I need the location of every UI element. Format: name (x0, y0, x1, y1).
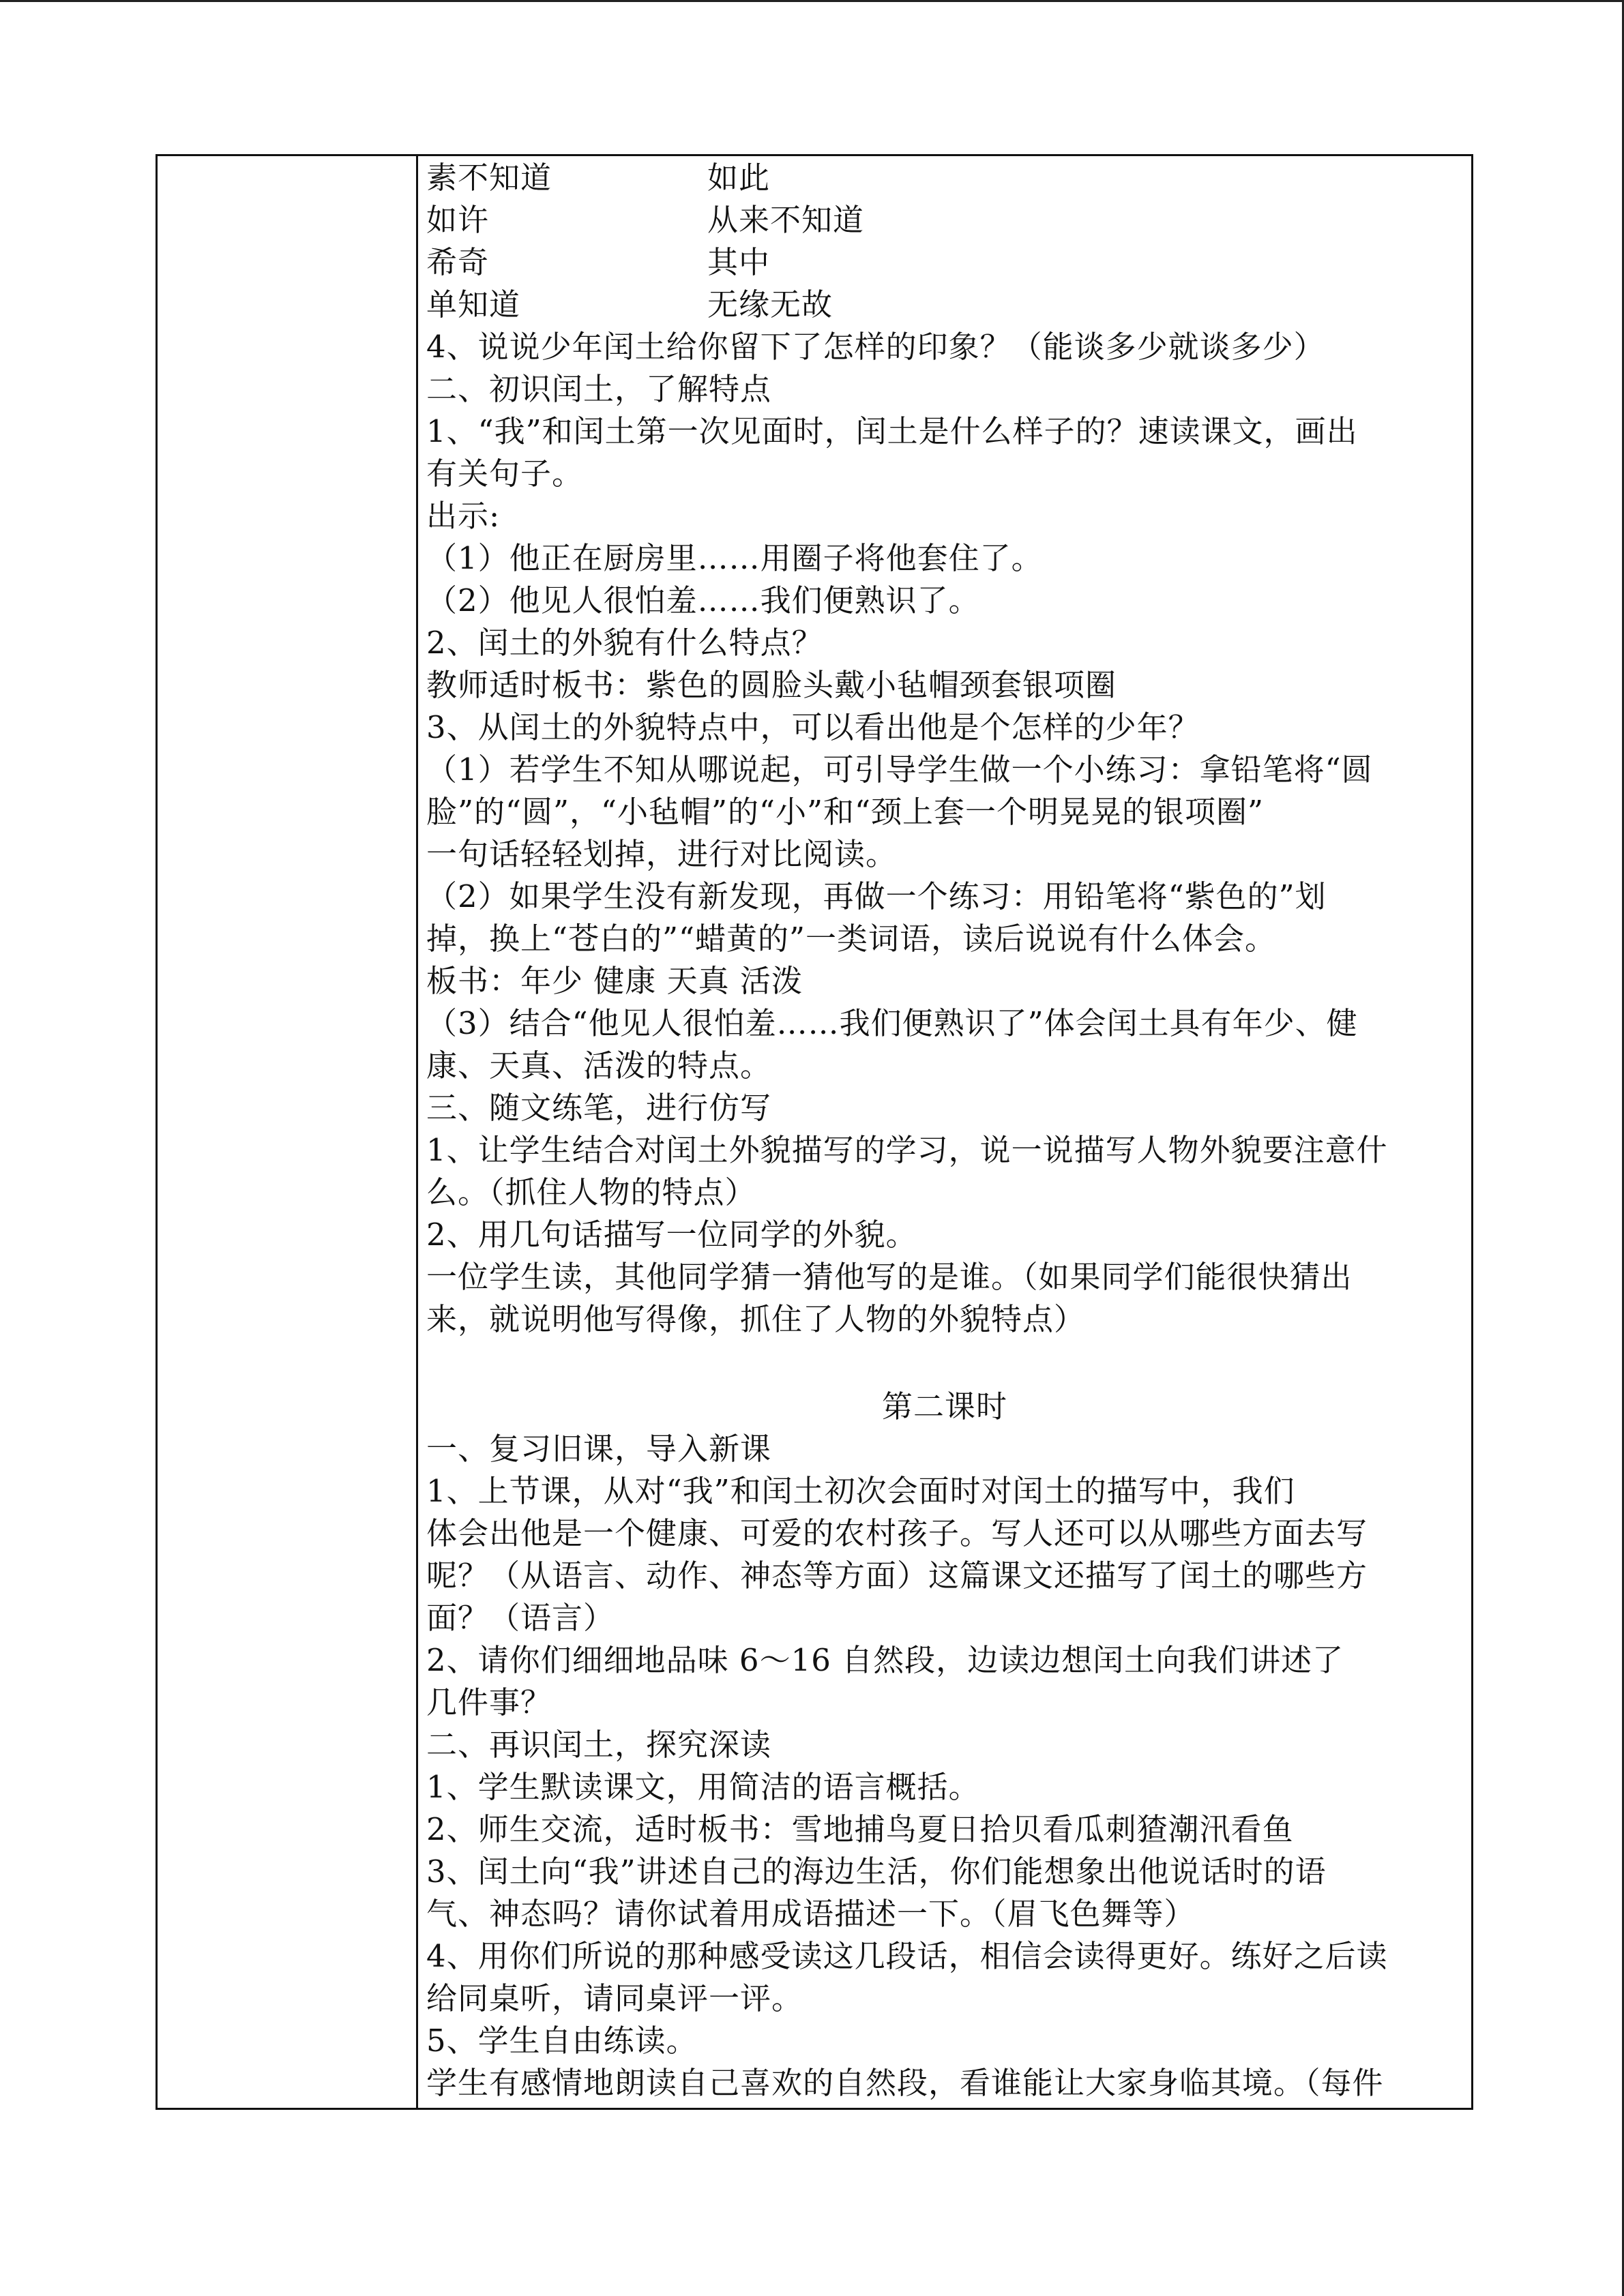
text-line: 一句话轻轻划掉，进行对比阅读。 (426, 836, 898, 872)
text-line: （1）若学生不知从哪说起，可引导学生做一个小练习：拿铅笔将“圆 (426, 751, 1373, 788)
text-line: （3）结合“他见人很怕羞……我们便熟识了”体会闰土具有年少、健 (426, 1005, 1358, 1041)
text-line: 康、天真、活泼的特点。 (426, 1047, 772, 1084)
text-line: 学生有感情地朗读自己喜欢的自然段，看谁能让大家身临其境。（每件 (426, 2065, 1384, 2101)
text-line: 5、学生自由练读。 (426, 2023, 698, 2059)
word-right: 从来不知道 (707, 202, 865, 238)
section-heading: 二、初识闰土，了解特点 (426, 371, 772, 407)
text-line: 1、“我”和闰土第一次见面时，闰土是什么样子的？速读课文，画出 (426, 413, 1358, 449)
section-heading: 三、随文练笔，进行仿写 (426, 1090, 772, 1126)
lesson-period-title: 第二课时 (881, 1388, 1007, 1425)
word-pair-row (426, 244, 771, 280)
lesson-plan-table (156, 154, 1473, 2110)
text-line: 3、从闰土的外貌特点中，可以看出他是个怎样的少年？ (426, 709, 1200, 745)
text-line: （2）他见人很怕羞……我们便熟识了。 (426, 582, 980, 618)
text-line: 有关句子。 (426, 456, 584, 492)
text-line: 4、说说少年闰土给你留下了怎样的印象？（能谈多少就谈多少） (426, 329, 1325, 365)
lesson-content-cell (426, 156, 1463, 2108)
text-line: （1）他正在厨房里……用圈子将他套住了。 (426, 540, 1043, 576)
word-right: 其中 (707, 244, 771, 280)
text-line: 给同桌听，请同桌评一评。 (426, 1980, 803, 2016)
text-line: （2）如果学生没有新发现，再做一个练习：用铅笔将“紫色的”划 (426, 878, 1327, 914)
word-left: 素不知道 (426, 160, 552, 196)
word-left: 希奇 (426, 244, 490, 280)
text-line: 掉，换上“苍白的”“蜡黄的”一类词语，读后说说有什么体会。 (426, 921, 1277, 957)
word-pair-row (426, 160, 771, 196)
text-line: 2、用几句话描写一位同学的外貌。 (426, 1217, 917, 1253)
text-line: 体会出他是一个健康、可爱的农村孩子。写人还可以从哪些方面去写 (426, 1515, 1368, 1551)
text-line: 来，就说明他写得像，抓住了人物的外貌特点） (426, 1301, 1086, 1337)
text-line: 么。（抓住人物的特点） (426, 1174, 756, 1210)
section-heading: 二、再识闰土，探究深读 (426, 1727, 772, 1763)
word-left: 单知道 (426, 286, 521, 323)
left-empty-cell (158, 156, 416, 2108)
text-line: 2、师生交流，适时板书：雪地捕鸟夏日拾贝看瓜刺猹潮汛看鱼 (426, 1811, 1294, 1847)
text-line: 1、学生默读课文，用简洁的语言概括。 (426, 1769, 980, 1805)
text-line: 呢？（从语言、动作、神态等方面）这篇课文还描写了闰土的哪些方 (426, 1557, 1368, 1594)
word-right: 如此 (707, 160, 771, 196)
word-pair-row (426, 202, 865, 238)
text-line: 面？（语言） (426, 1600, 615, 1636)
text-line: 1、上节课，从对“我”和闰土初次会面时对闰土的描写中，我们 (426, 1473, 1295, 1509)
column-divider (416, 156, 418, 2108)
text-line: 2、请你们细细地品味 6～16 自然段，边读边想闰土向我们讲述了 (426, 1642, 1344, 1678)
word-left: 如许 (426, 202, 490, 238)
word-pair-row (426, 286, 833, 323)
word-right: 无缘无故 (707, 286, 833, 323)
text-line: 气、神态吗？请你试着用成语描述一下。（眉飞色舞等） (426, 1896, 1196, 1932)
text-line: 1、让学生结合对闰土外貌描写的学习，说一说描写人物外貌要注意什 (426, 1132, 1388, 1168)
text-line: 3、闰土向“我”讲述自己的海边生活，你们能想象出他说话时的语 (426, 1853, 1327, 1890)
section-heading: 一、复习旧课，导入新课 (426, 1431, 772, 1467)
text-line: 几件事？ (426, 1684, 552, 1720)
text-line: 4、用你们所说的那种感受读这几段话，相信会读得更好。练好之后读 (426, 1938, 1388, 1974)
page-top-border (0, 0, 1624, 2)
text-line: 出示: (426, 498, 501, 534)
text-line: 脸”的“圆”，“小毡帽”的“小”和“颈上套一个明晃晃的银项圈” (426, 794, 1265, 830)
text-line: 2、闰土的外貌有什么特点？ (426, 625, 823, 661)
text-line: 一位学生读，其他同学猜一猜他写的是谁。（如果同学们能很快猜出 (426, 1259, 1353, 1295)
text-line: 教师适时板书：紫色的圆脸头戴小毡帽颈套银项圈 (426, 667, 1117, 703)
text-line: 板书：年少 健康 天真 活泼 (426, 963, 803, 999)
